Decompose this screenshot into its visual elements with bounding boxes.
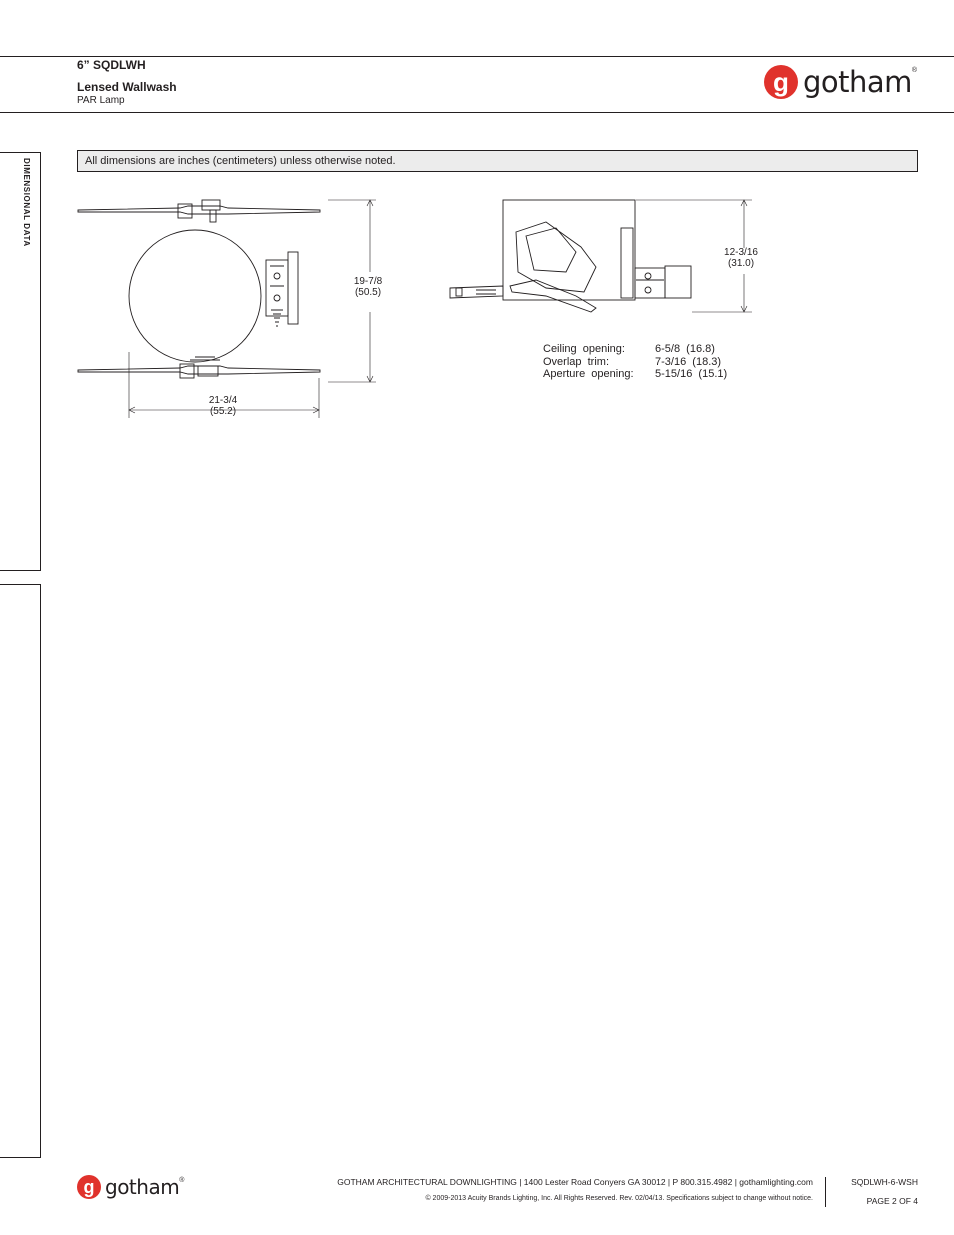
side-tab-dimensional-data: [0, 152, 41, 571]
plan-height-dim-in: 19-7/8: [353, 276, 383, 287]
footer-page-number: PAGE 2 OF 4: [866, 1196, 918, 1206]
spec-row: [543, 356, 727, 369]
spec-label: Overlap trim:: [543, 355, 610, 368]
side-height-dim-in: 12-3/16: [724, 247, 758, 258]
registered-mark-footer: ®: [179, 1177, 185, 1184]
side-height-dim-cm: (31.0): [727, 258, 755, 269]
gotham-logo-header: [764, 65, 917, 99]
gotham-logo-footer-word: gotham: [105, 1175, 180, 1199]
spec-value: 7-3/16 (18.3): [655, 355, 722, 368]
spec-value: 5-15/16 (15.1): [655, 368, 728, 380]
spec-label: Aperture opening:: [543, 368, 634, 380]
opening-specs-table: [543, 343, 727, 381]
header-top-rule: [0, 56, 954, 57]
header-bottom-rule: [0, 112, 954, 113]
footer-company-line: GOTHAM ARCHITECTURAL DOWNLIGHTING | 1400 Lester Road Conyers GA 30012 | P 800.315.4982 | gothamlighting.com: [337, 1177, 813, 1187]
product-line-title: 6” SQDLWH: [77, 58, 146, 72]
footer-divider: [825, 1177, 826, 1207]
plan-height-dim: [343, 276, 393, 298]
lamp-type-subtitle: PAR Lamp: [77, 95, 125, 106]
registered-mark: ®: [911, 67, 918, 74]
plan-view-drawing: [70, 192, 400, 422]
spec-row: [543, 368, 727, 381]
side-tab-blank: [0, 584, 41, 1158]
footer-copyright-line: © 2009-2013 Acuity Brands Lighting, Inc. All Rights Reserved. Rev. 02/04/13. Specifications subject to change without notice.: [425, 1195, 813, 1202]
spec-label: Ceiling opening:: [543, 343, 625, 355]
gotham-logo-mark-icon: g: [764, 65, 798, 99]
plan-width-dim-in: 21-3/4: [208, 395, 238, 406]
side-tab-label: DIMENSIONAL DATA: [22, 158, 31, 247]
footer-doc-code: SQDLWH-6-WSH: [851, 1177, 918, 1187]
gotham-logo-word: gotham: [803, 65, 912, 99]
side-height-dim: [716, 247, 766, 269]
gotham-logo-footer: [77, 1175, 184, 1199]
spec-value: 6-5/8 (16.8): [655, 343, 715, 355]
plan-width-dim-cm: (55.2): [209, 406, 237, 417]
product-name-title: Lensed Wallwash: [77, 80, 177, 94]
gotham-logo-footer-mark-icon: g: [77, 1175, 101, 1199]
plan-width-dim: [198, 395, 248, 417]
spec-row: [543, 343, 727, 356]
dimensions-note: All dimensions are inches (centimeters) unless otherwise noted.: [77, 150, 918, 172]
plan-height-dim-cm: (50.5): [354, 287, 382, 298]
